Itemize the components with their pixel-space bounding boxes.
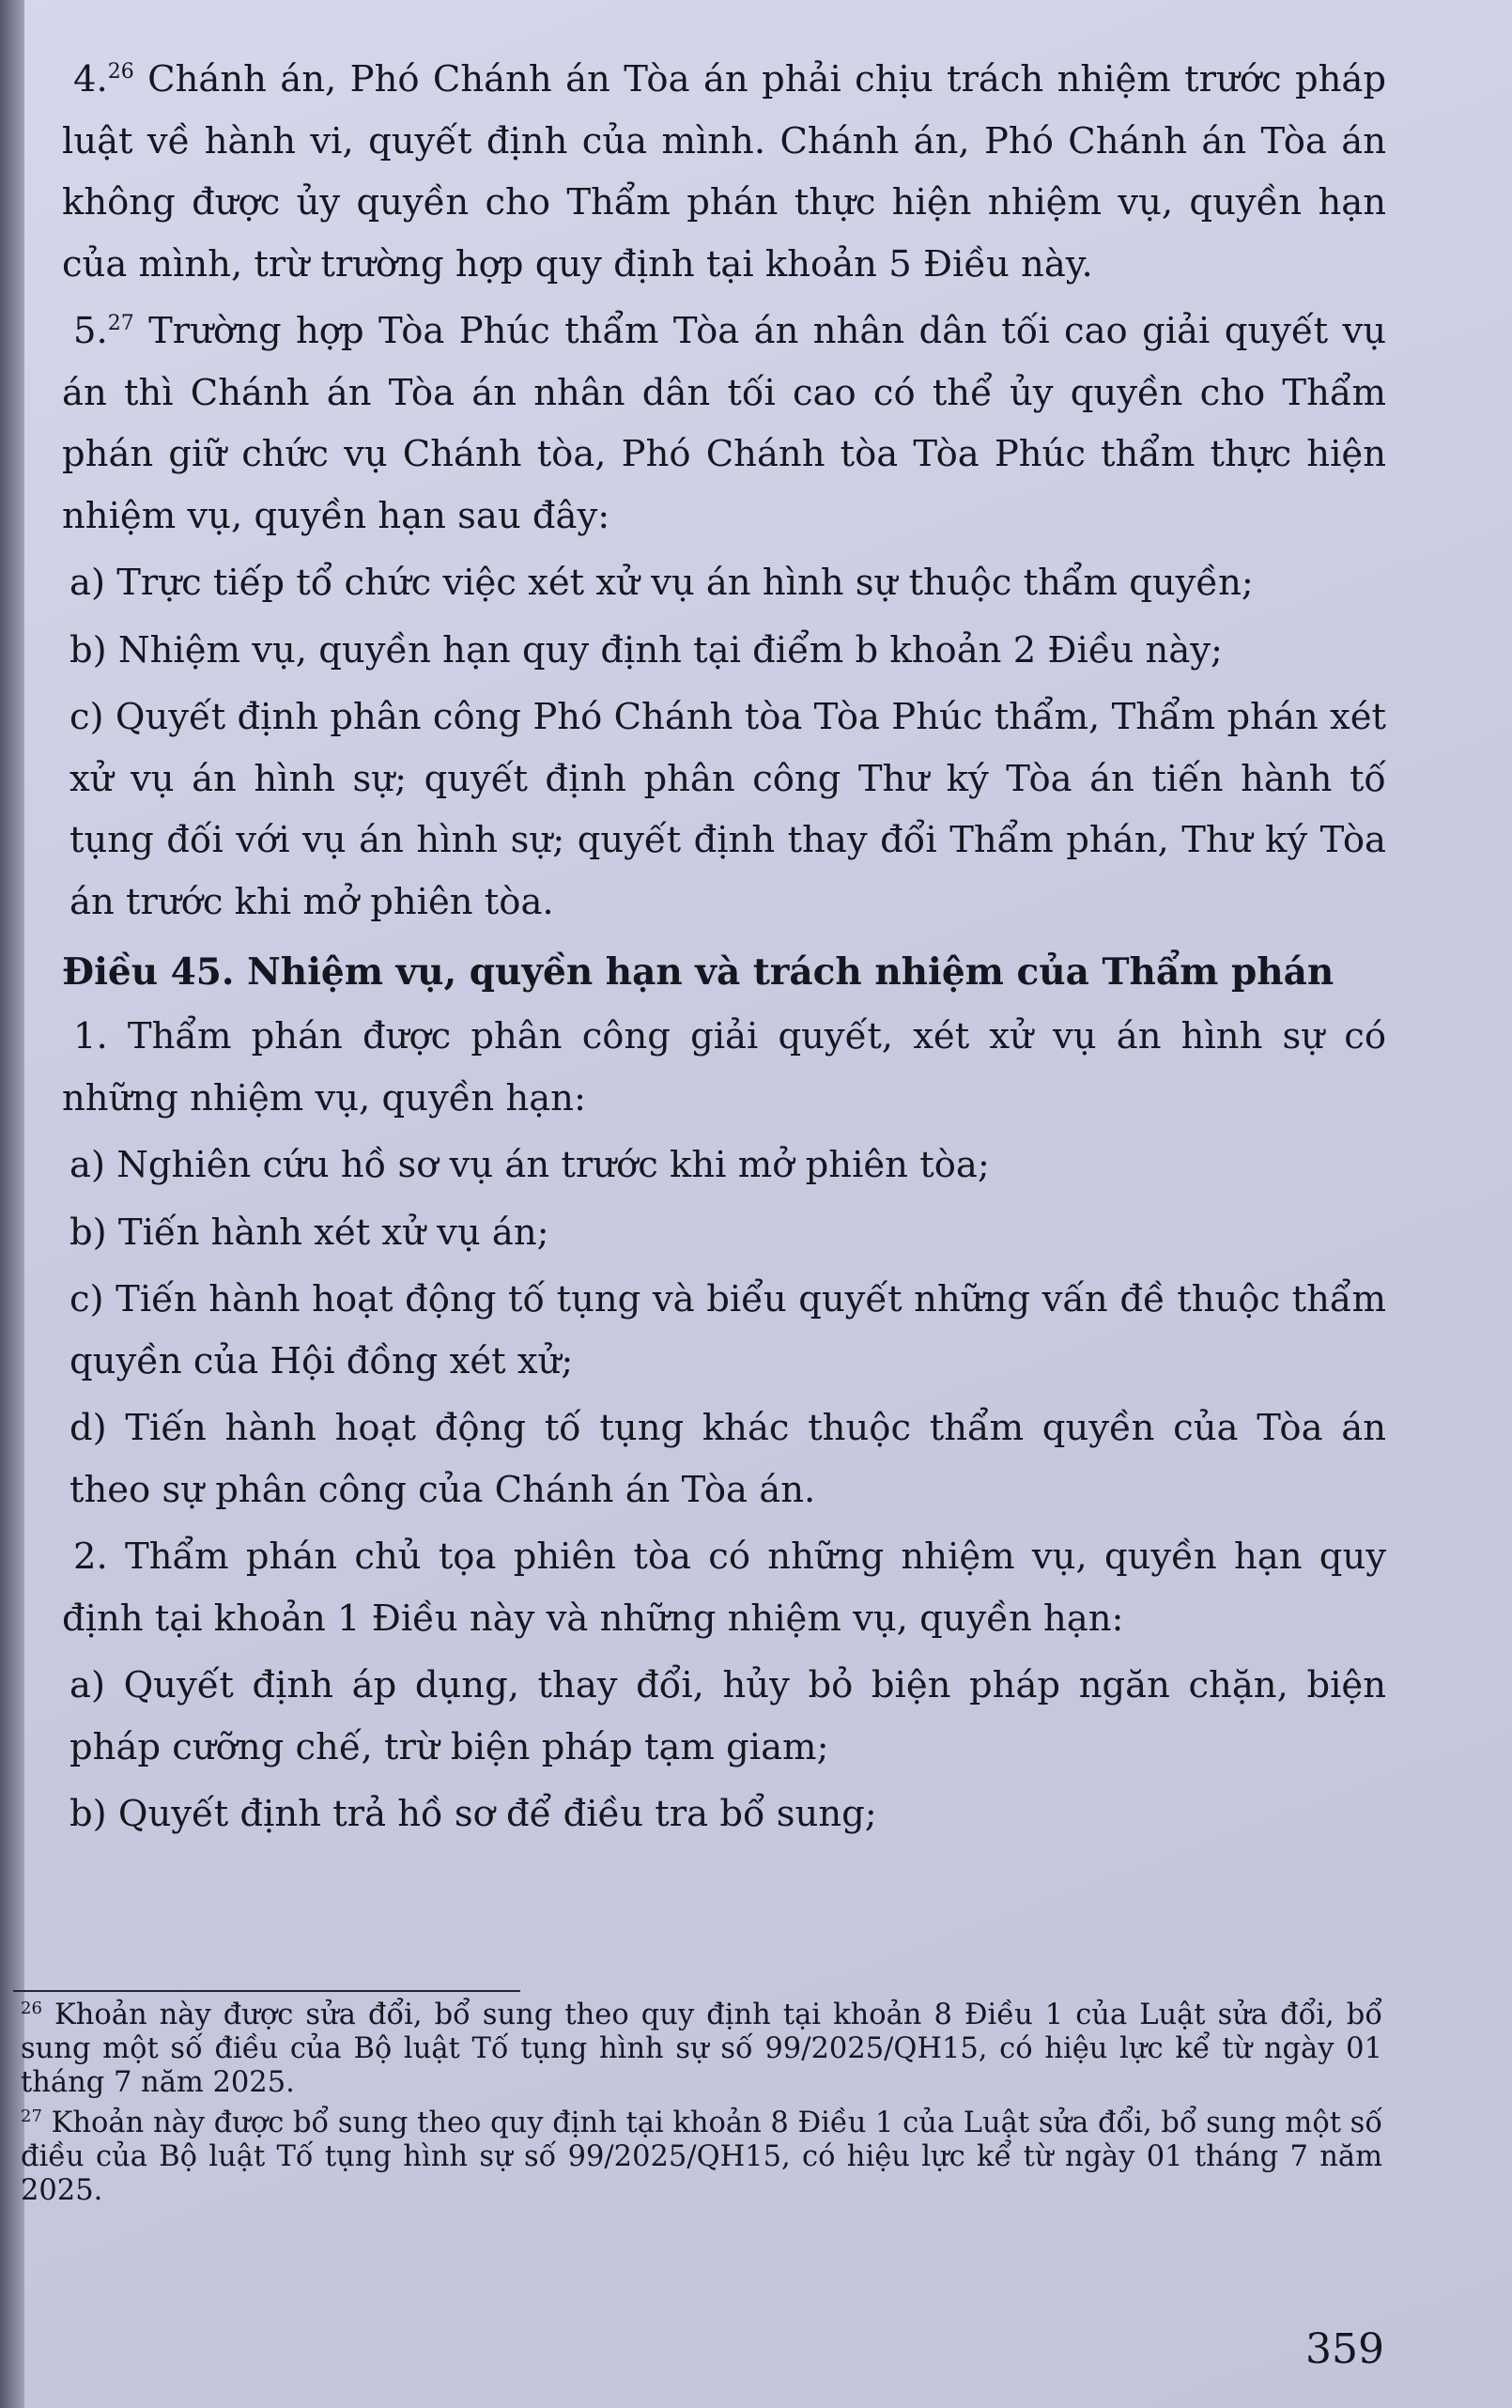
- clause-5-item-c: c) Quyết định phân công Phó Chánh tòa Tòa Phúc thẩm, Thẩm phán xét xử vụ án hình sự; quyết định phân công Thư ký Tòa án tiến hành tố tụng đối với vụ án hình sự; quyết định thay đổi Thẩm phán, Thư ký Tòa án trước khi mở phiên tòa.: [69, 696, 1386, 923]
- article-45-heading: Điều 45. Nhiệm vụ, quyền hạn và trách nhiệm của Thẩm phán: [62, 950, 1335, 994]
- clause-1-item-d: d) Tiến hành hoạt động tố tụng khác thuộc thẩm quyền của Tòa án theo sự phân công của Chánh án Tòa án.: [69, 1407, 1386, 1511]
- footnote-27: $^{27}$ Khoản này được bổ sung theo quy định tại khoản 8 Điều 1 của Luật sửa đổi, bổ sung một số điều của Bộ luật Tố tụng hình sự số 99/2025/QH15, có hiệu lực kể từ ngày 01 tháng 7 năm 2025.: [21, 2106, 1382, 2207]
- article-45-clause-2: 2. Thẩm phán chủ tọa phiên tòa có những nhiệm vụ, quyền hạn quy định tại khoản 1 Điều này và những nhiệm vụ, quyền hạn:: [62, 1536, 1386, 1640]
- footnote-ref-27: 27: [107, 312, 134, 336]
- footnotes: [21, 1999, 1382, 2215]
- clause-2-item-a: a) Quyết định áp dụng, thay đổi, hủy bỏ biện pháp ngăn chặn, biện pháp cưỡng chế, trừ biện pháp tạm giam;: [69, 1664, 1386, 1768]
- footnote-26: $^{26}$ Khoản này được sửa đổi, bổ sung theo quy định tại khoản 8 Điều 1 của Luật sửa đổi, bổ sung một số điều của Bộ luật Tố tụng hình sự số 99/2025/QH15, có hiệu lực kể từ ngày 01 tháng 7 năm 2025.: [21, 1998, 1382, 2099]
- clause-1-item-a: a) Nghiên cứu hồ sơ vụ án trước khi mở phiên tòa;: [69, 1144, 990, 1186]
- clause-5-item-b: b) Nhiệm vụ, quyền hạn quy định tại điểm b khoản 2 Điều này;: [69, 628, 1224, 671]
- footnote-divider: [13, 1990, 520, 1992]
- clause-1-item-b: b) Tiến hành xét xử vụ án;: [69, 1211, 549, 1254]
- page-number: 359: [1305, 2325, 1384, 2373]
- clause-5-paragraph: 5.27 Trường hợp Tòa Phúc thẩm Tòa án nhân dân tối cao giải quyết vụ án thì Chánh án Tòa án nhân dân tối cao có thể ủy quyền cho Thẩm phán giữ chức vụ Chánh tòa, Phó Chánh tòa Tòa Phúc thẩm thực hiện nhiệm vụ, quyền hạn sau đây:: [62, 310, 1386, 537]
- clause-2-item-b: b) Quyết định trả hồ sơ để điều tra bổ sung;: [69, 1793, 877, 1835]
- main-text: [62, 49, 1386, 1845]
- clause-5-item-a: a) Trực tiếp tổ chức việc xét xử vụ án hình sự thuộc thẩm quyền;: [69, 562, 1254, 604]
- clause-4-paragraph: 4.26 Chánh án, Phó Chánh án Tòa án phải chịu trách nhiệm trước pháp luật về hành vi, quyết định của mình. Chánh án, Phó Chánh án Tòa án không được ủy quyền cho Thẩm phán thực hiện nhiệm vụ, quyền hạn của mình, trừ trường hợp quy định tại khoản 5 Điều này.: [62, 58, 1386, 286]
- footnote-ref-26: 26: [107, 60, 134, 85]
- article-45-clause-1: 1. Thẩm phán được phân công giải quyết, xét xử vụ án hình sự có những nhiệm vụ, quyền hạn:: [62, 1015, 1386, 1119]
- clause-1-item-c: c) Tiến hành hoạt động tố tụng và biểu quyết những vấn đề thuộc thẩm quyền của Hội đồng xét xử;: [69, 1278, 1386, 1382]
